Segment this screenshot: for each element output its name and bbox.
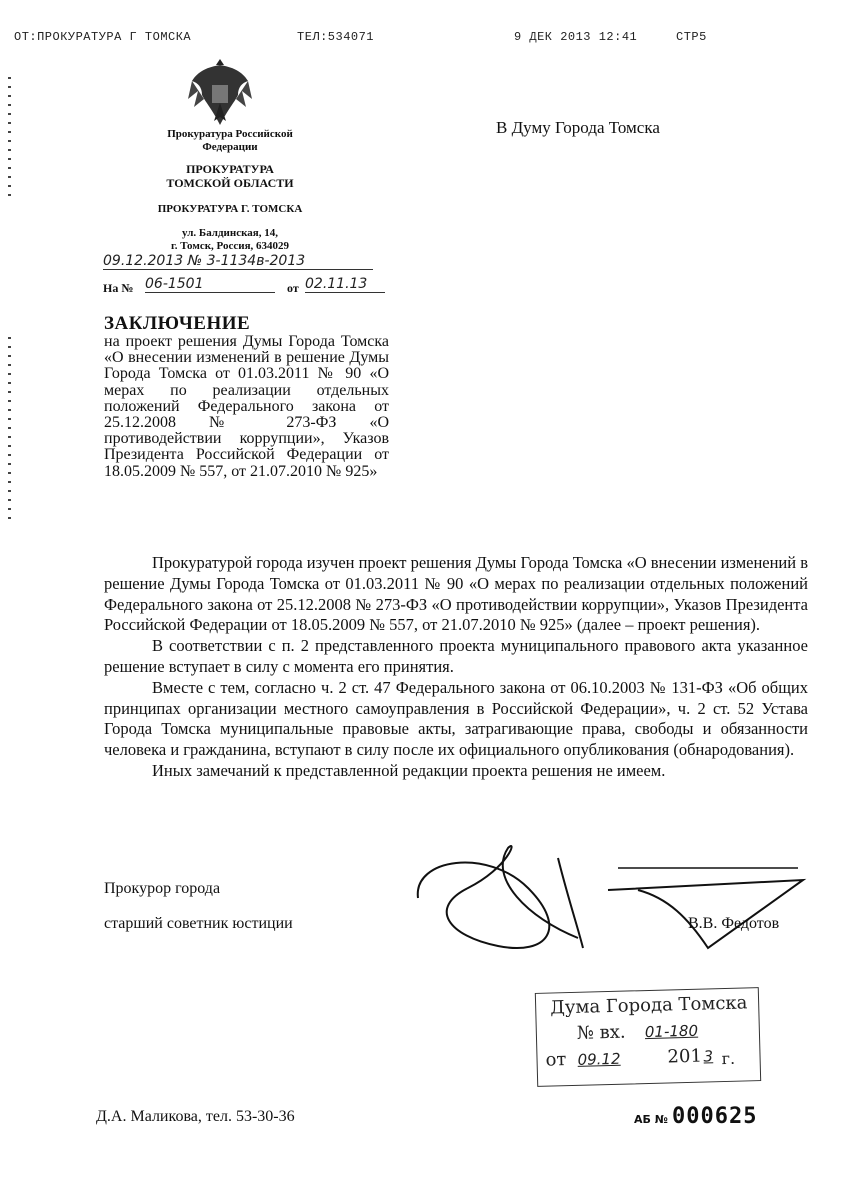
stamp-number-value: 01-180: [644, 1021, 699, 1042]
double-headed-eagle-emblem-icon: [188, 55, 252, 129]
incoming-ref-date: 02.11.13: [305, 276, 385, 293]
executor-contact: Д.А. Маликова, тел. 53-30-36: [96, 1108, 295, 1125]
serial-number: 000625: [671, 1104, 758, 1129]
signer-rank: старший советник юстиции: [104, 915, 293, 932]
body-paragraph-4: Иных замечаний к представленной редакции проекта решения не имеем.: [152, 760, 666, 780]
recipient: В Думу Города Томска: [496, 118, 660, 137]
fax-datetime: 9 ДЕК 2013 12:41: [514, 30, 638, 44]
fax-page: СТР5: [676, 30, 707, 44]
fax-phone: ТЕЛ:534071: [297, 30, 375, 44]
document-subject: на проект решения Думы Города Томска «О внесении изменений в решение Думы Города Томска от 01.03.2011 № 90 «О мерах по реализации отдельных положений Федерального закона от 25.12.2008 № 273-ФЗ «О противодействии коррупции», Указов Президента Российской Федерации от 18.05.2009 № 557, от 21.07.2010 № 925»: [104, 333, 389, 480]
letterhead-line-1: Прокуратура Российской: [167, 128, 293, 140]
letterhead-line-2: Федерации: [202, 141, 258, 153]
form-serial-number: [634, 1104, 757, 1129]
incoming-ref-from-label: от: [287, 281, 299, 295]
serial-prefix: АБ №: [634, 1113, 668, 1126]
registration-stamp: [535, 987, 761, 1087]
incoming-ref-number: 06-1501: [145, 276, 275, 293]
stamp-number-label: № вх.: [576, 1021, 626, 1044]
stamp-org: Дума Города Томска: [549, 992, 748, 1019]
letterhead-address-line-1: ул. Балдинская, 14,: [182, 227, 278, 239]
scan-edge-marks-bottom: [8, 330, 14, 526]
stamp-year-prefix: 201: [667, 1045, 703, 1068]
body-paragraph-1: Прокуратурой города изучен проект решения Думы Города Томска «О внесении изменений в решение Думы Города Томска от 01.03.2011 № 90 «О мерах по реализации отдельных положений Федерального закона от 25.12.2008 № 273-ФЗ «О противодействии коррупции», Указов Президента Российской Федерации от 18.05.2009 № 557, от 21.07.2010 № 925» (далее – проект решения).: [104, 553, 809, 635]
body-paragraph-2: В соответствии с п. 2 представленного проекта муниципального правового акта указанное решение вступает в силу с момента его принятия.: [104, 636, 808, 676]
letterhead-line-5: ПРОКУРАТУРА Г. ТОМСКА: [157, 203, 303, 215]
stamp-date-label: от: [545, 1049, 567, 1071]
signer-position: Прокурор города: [104, 880, 221, 897]
document-body: [104, 553, 808, 782]
letterhead-address-line-2: г. Томск, Россия, 634029: [170, 240, 290, 252]
fax-sender: ОТ:ПРОКУРАТУРА Г ТОМСКА: [14, 30, 192, 44]
letterhead-line-3: ПРОКУРАТУРА: [186, 162, 274, 176]
stamp-year-unit: г.: [721, 1048, 736, 1069]
outgoing-ref-handwritten: 09.12.2013 № 3-1134в-2013: [103, 253, 373, 270]
stamp-year-suffix: 3: [703, 1047, 714, 1066]
body-paragraph-3: Вместе с тем, согласно ч. 2 ст. 47 Федерального закона от 06.10.2003 № 131-ФЗ «Об общих принципах организации местного самоуправления в Российской Федерации», ч. 2 ст. 52 Устава Города Томска муниципальные правовые акты, затрагивающие права, свободы и обязанности человека и гражданина, вступают в силу после их официального опубликования (обнародования).: [104, 677, 808, 760]
incoming-ref-label: На №: [103, 281, 134, 295]
scan-edge-marks-top: [8, 70, 14, 203]
signer-name: В.В. Федотов: [688, 915, 780, 932]
stamp-date-value: 09.12: [577, 1049, 621, 1069]
handwritten-signature-icon: [408, 838, 808, 956]
letterhead-line-4: ТОМСКОЙ ОБЛАСТИ: [166, 176, 294, 190]
document-title: ЗАКЛЮЧЕНИЕ: [104, 313, 251, 334]
